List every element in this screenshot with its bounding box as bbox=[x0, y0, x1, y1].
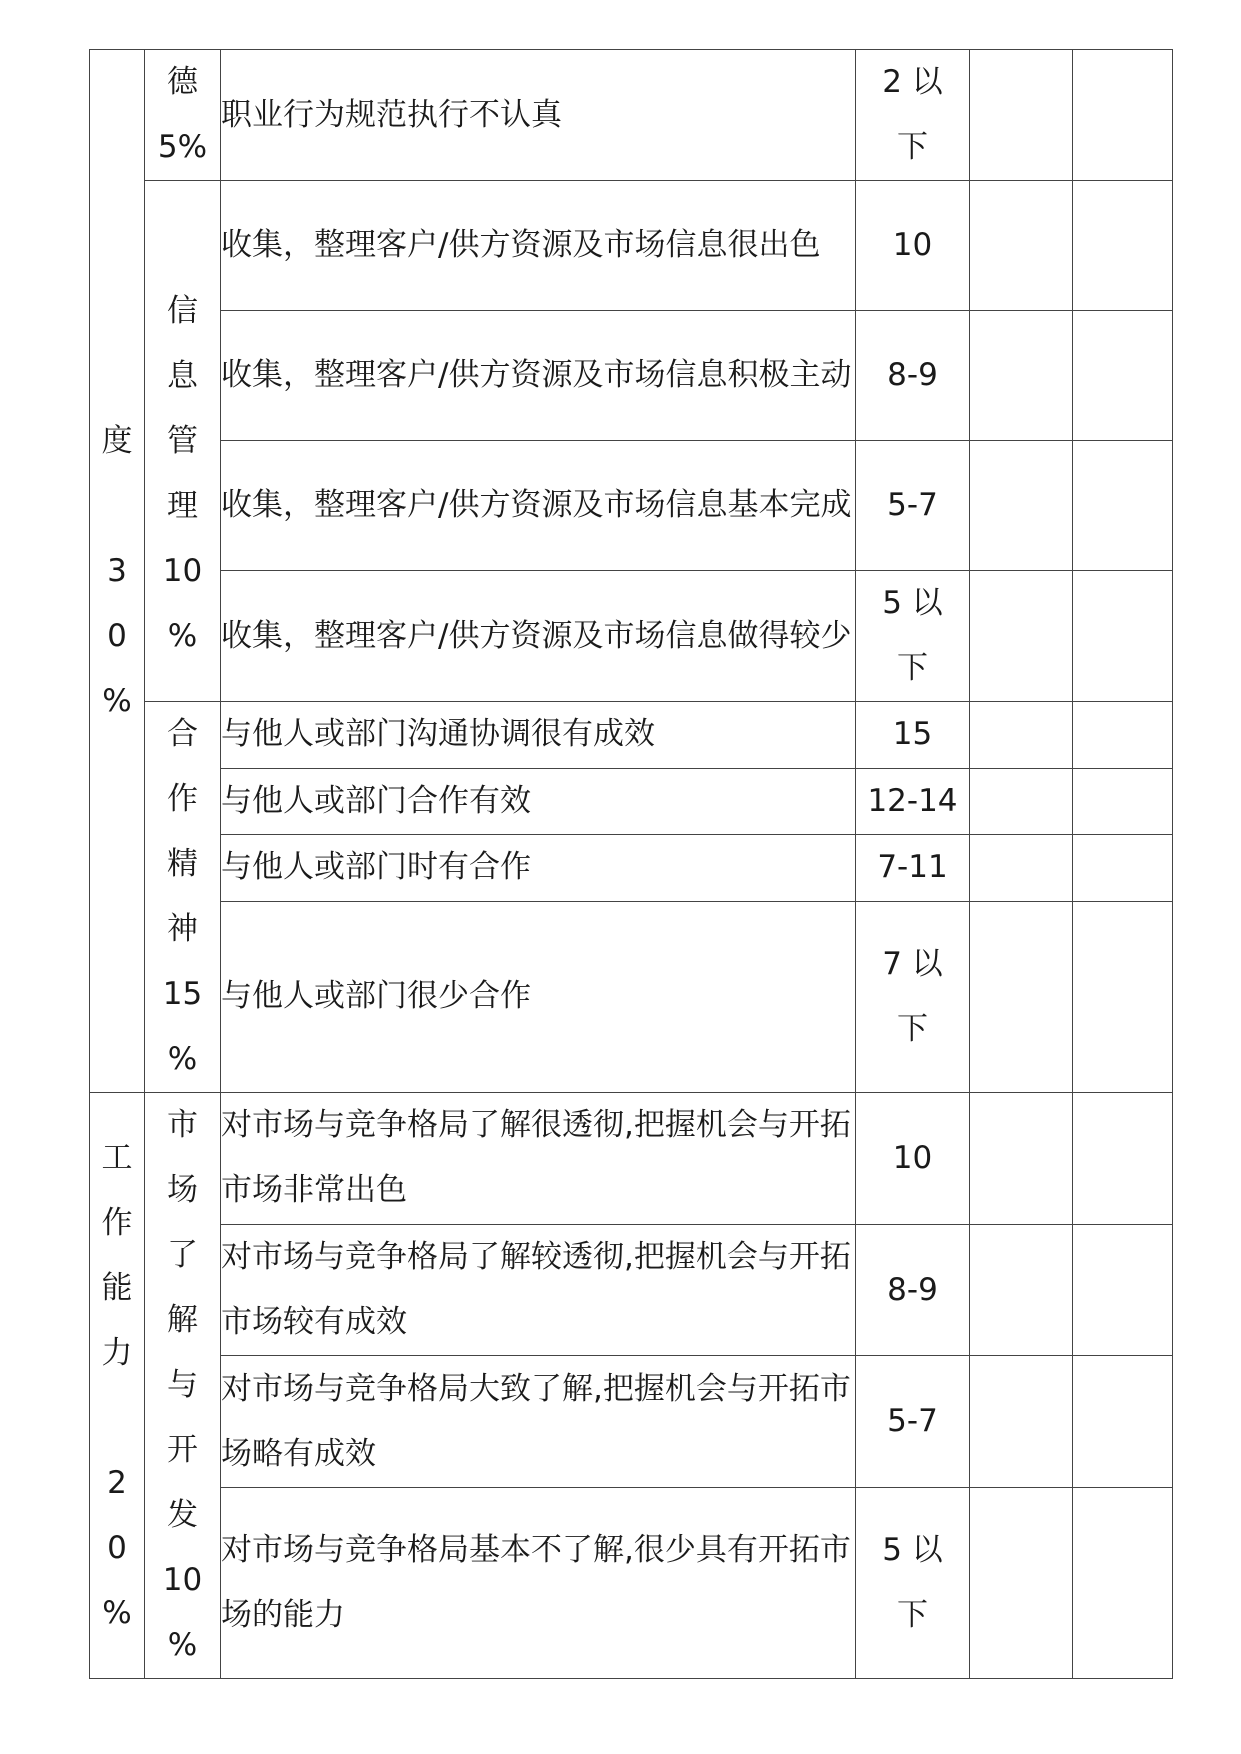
subcategory-label-line: 场 bbox=[167, 1172, 198, 1208]
review-score-cell[interactable] bbox=[1073, 441, 1173, 571]
score-range-line: 5 以 bbox=[882, 1532, 943, 1568]
subcategory-label-line: 管 bbox=[167, 422, 198, 459]
review-score-cell[interactable] bbox=[1073, 311, 1173, 441]
category-label bbox=[90, 50, 145, 1093]
review-score-cell[interactable] bbox=[1073, 181, 1173, 311]
category-label-line: 0 bbox=[107, 617, 127, 654]
self-score-cell[interactable] bbox=[970, 1093, 1073, 1225]
review-score-cell[interactable] bbox=[1073, 571, 1173, 702]
category-label-line: % bbox=[102, 1594, 132, 1631]
self-score-cell[interactable] bbox=[970, 50, 1073, 181]
score-range bbox=[856, 1224, 970, 1356]
self-score-cell[interactable] bbox=[970, 768, 1073, 835]
subcategory-label-line: 神 bbox=[167, 911, 198, 947]
score-range bbox=[856, 1356, 970, 1488]
criterion-description: 与他人或部门很少合作 bbox=[221, 901, 856, 1093]
category-label-line: % bbox=[102, 682, 132, 719]
review-score-cell[interactable] bbox=[1073, 1224, 1173, 1356]
subcategory-label-line: 与 bbox=[167, 1367, 198, 1403]
subcategory-label-line: 信 bbox=[167, 292, 198, 329]
table-row bbox=[90, 441, 1173, 571]
subcategory-label-line: 发 bbox=[167, 1497, 198, 1533]
table-row bbox=[90, 901, 1173, 1093]
subcategory-label-line: 10 bbox=[162, 552, 203, 589]
score-range bbox=[856, 901, 970, 1093]
subcategory-label-line: 解 bbox=[167, 1302, 198, 1338]
category-label-line: 作 bbox=[101, 1204, 133, 1241]
subcategory-label-line: 开 bbox=[167, 1432, 198, 1468]
category-label-line: 2 bbox=[107, 1464, 127, 1501]
table-row bbox=[90, 1093, 1173, 1225]
criterion-description: 对市场与竞争格局了解很透彻,把握机会与开拓市场非常出色 bbox=[221, 1093, 856, 1225]
self-score-cell[interactable] bbox=[970, 571, 1073, 702]
subcategory-label-line: 10 bbox=[162, 1562, 203, 1598]
subcategory-label-line: 作 bbox=[167, 781, 198, 817]
score-range-line: 下 bbox=[897, 1010, 928, 1047]
category-label-line bbox=[90, 1386, 144, 1451]
criterion-description: 收集，整理客户/供方资源及市场信息很出色 bbox=[221, 181, 856, 311]
subcategory-label bbox=[145, 50, 221, 181]
table-row bbox=[90, 835, 1173, 902]
criterion-description: 与他人或部门时有合作 bbox=[221, 835, 856, 902]
subcategory-label-line: % bbox=[167, 1041, 198, 1077]
score-range bbox=[856, 311, 970, 441]
criterion-description: 对市场与竞争格局大致了解,把握机会与开拓市场略有成效 bbox=[221, 1356, 856, 1488]
score-range bbox=[856, 702, 970, 769]
subcategory-label-line: 了 bbox=[167, 1237, 198, 1273]
self-score-cell[interactable] bbox=[970, 835, 1073, 902]
score-range bbox=[856, 571, 970, 702]
score-range-line: 10 bbox=[892, 1139, 933, 1176]
self-score-cell[interactable] bbox=[970, 311, 1073, 441]
subcategory-label bbox=[145, 702, 221, 1093]
category-label-line: 3 bbox=[107, 552, 127, 589]
score-range-line: 15 bbox=[892, 716, 933, 753]
review-score-cell[interactable] bbox=[1073, 901, 1173, 1093]
category-label bbox=[90, 1093, 145, 1679]
score-range bbox=[856, 441, 970, 571]
review-score-cell[interactable] bbox=[1073, 702, 1173, 769]
category-label-line: 工 bbox=[101, 1139, 133, 1176]
criterion-description: 与他人或部门沟通协调很有成效 bbox=[221, 702, 856, 769]
criterion-description: 收集，整理客户/供方资源及市场信息积极主动 bbox=[221, 311, 856, 441]
criterion-description: 对市场与竞争格局基本不了解,很少具有开拓市场的能力 bbox=[221, 1488, 856, 1679]
self-score-cell[interactable] bbox=[970, 1356, 1073, 1488]
table-row bbox=[90, 1224, 1173, 1356]
category-label-line: 度 bbox=[101, 422, 133, 459]
table-row bbox=[90, 181, 1173, 311]
table-row bbox=[90, 50, 1173, 181]
score-range bbox=[856, 50, 970, 181]
score-range bbox=[856, 768, 970, 835]
self-score-cell[interactable] bbox=[970, 441, 1073, 571]
review-score-cell[interactable] bbox=[1073, 50, 1173, 181]
table-row bbox=[90, 768, 1173, 835]
self-score-cell[interactable] bbox=[970, 181, 1073, 311]
subcategory-label-line: 德 bbox=[167, 64, 198, 100]
score-range bbox=[856, 1488, 970, 1679]
criterion-description: 与他人或部门合作有效 bbox=[221, 768, 856, 835]
score-range-line: 下 bbox=[897, 650, 928, 686]
score-range-line: 5 以 bbox=[882, 585, 943, 621]
self-score-cell[interactable] bbox=[970, 702, 1073, 769]
table-row bbox=[90, 1488, 1173, 1679]
self-score-cell[interactable] bbox=[970, 1488, 1073, 1679]
review-score-cell[interactable] bbox=[1073, 768, 1173, 835]
subcategory-label-line: 理 bbox=[167, 487, 198, 524]
table-row bbox=[90, 1356, 1173, 1488]
subcategory-label bbox=[145, 1093, 221, 1679]
score-range-line: 10 bbox=[892, 227, 933, 263]
subcategory-label-line: 15 bbox=[162, 976, 203, 1012]
score-range-line: 8-9 bbox=[887, 1271, 938, 1308]
subcategory-label-line: 市 bbox=[167, 1107, 198, 1143]
subcategory-label bbox=[145, 181, 221, 702]
score-range bbox=[856, 181, 970, 311]
self-score-cell[interactable] bbox=[970, 901, 1073, 1093]
category-label-line: 能 bbox=[101, 1269, 133, 1306]
score-range-line: 12-14 bbox=[867, 782, 958, 819]
subcategory-label-line: 合 bbox=[167, 716, 198, 752]
subcategory-label-line: 精 bbox=[167, 846, 198, 882]
category-label-line bbox=[90, 474, 144, 539]
review-score-cell[interactable] bbox=[1073, 1093, 1173, 1225]
review-score-cell[interactable] bbox=[1073, 1488, 1173, 1679]
score-range-line: 下 bbox=[897, 1597, 928, 1633]
category-label-line: 0 bbox=[107, 1529, 127, 1566]
table-row bbox=[90, 571, 1173, 702]
review-score-cell[interactable] bbox=[1073, 1356, 1173, 1488]
criterion-description: 对市场与竞争格局了解较透彻,把握机会与开拓市场较有成效 bbox=[221, 1224, 856, 1356]
score-range bbox=[856, 835, 970, 902]
subcategory-label-line: 5% bbox=[157, 129, 208, 165]
subcategory-label-line: % bbox=[167, 1627, 198, 1663]
score-range-line: 8-9 bbox=[887, 357, 938, 393]
score-range-line: 7-11 bbox=[877, 849, 948, 886]
criterion-description: 收集，整理客户/供方资源及市场信息做得较少 bbox=[221, 571, 856, 702]
score-range-line: 7 以 bbox=[882, 945, 943, 982]
self-score-cell[interactable] bbox=[970, 1224, 1073, 1356]
score-range-line: 5-7 bbox=[887, 487, 938, 523]
criterion-description: 收集，整理客户/供方资源及市场信息基本完成 bbox=[221, 441, 856, 571]
subcategory-label-line: % bbox=[167, 617, 198, 654]
score-range-line: 5-7 bbox=[887, 1403, 938, 1440]
score-range-line: 下 bbox=[897, 129, 928, 165]
criterion-description: 职业行为规范执行不认真 bbox=[221, 50, 856, 181]
evaluation-table bbox=[89, 49, 1173, 1679]
subcategory-label-line bbox=[145, 214, 220, 279]
review-score-cell[interactable] bbox=[1073, 835, 1173, 902]
subcategory-label-line: 息 bbox=[167, 357, 198, 394]
score-range bbox=[856, 1093, 970, 1225]
table-row bbox=[90, 311, 1173, 441]
table-row bbox=[90, 702, 1173, 769]
score-range-line: 2 以 bbox=[882, 64, 943, 100]
category-label-line: 力 bbox=[101, 1334, 133, 1371]
